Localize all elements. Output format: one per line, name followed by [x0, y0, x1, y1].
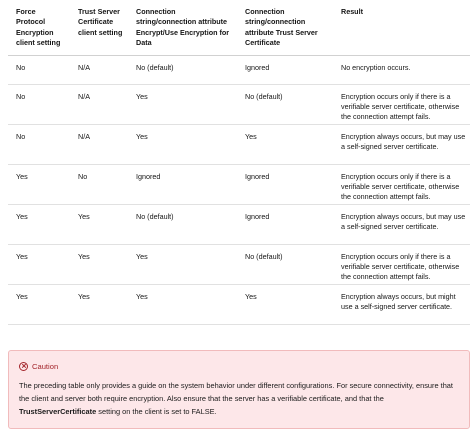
- table-row: [8, 55, 470, 84]
- caution-bold-term: TrustServerCertificate: [19, 407, 97, 416]
- table-cell: No: [8, 124, 70, 164]
- table-cell: Ignored: [237, 55, 333, 84]
- encryption-settings-table: [8, 0, 470, 325]
- table-cell: No (default): [128, 204, 237, 244]
- table-cell: N/A: [70, 55, 128, 84]
- header-trust-server-certificate: Trust Server Certificate client setting: [70, 0, 128, 55]
- table-cell: No: [70, 164, 128, 204]
- table-cell: N/A: [70, 124, 128, 164]
- table-cell: Yes: [70, 244, 128, 284]
- table-row: [8, 84, 470, 124]
- table-row: [8, 124, 470, 164]
- table-cell: Ignored: [237, 204, 333, 244]
- caution-title: Caution: [32, 361, 59, 371]
- table-cell: Yes: [70, 204, 128, 244]
- table-row: [8, 204, 470, 244]
- table-cell: Yes: [8, 164, 70, 204]
- table-cell: Encryption occurs only if there is a verifiable server certificate, otherwise the connection attempt fails.: [333, 84, 470, 124]
- table-cell: No encryption occurs.: [333, 55, 470, 84]
- caution-x-circle-icon: [19, 362, 28, 371]
- table-cell: Yes: [237, 124, 333, 164]
- header-encrypt-attribute: Connection string/connection attribute Encrypt/Use Encryption for Data: [128, 0, 237, 55]
- table-cell: No (default): [128, 55, 237, 84]
- caution-alert: [8, 350, 470, 429]
- table-cell: Encryption always occurs, but may use a self-signed server certificate.: [333, 204, 470, 244]
- table-cell: Encryption occurs only if there is a verifiable server certificate, otherwise the connection attempt fails.: [333, 244, 470, 284]
- table-cell: Ignored: [128, 164, 237, 204]
- table-cell: Yes: [128, 284, 237, 324]
- table-cell: No (default): [237, 84, 333, 124]
- table-cell: Yes: [237, 284, 333, 324]
- table-cell: Yes: [8, 204, 70, 244]
- table-cell: Encryption always occurs, but might use a self-signed server certificate.: [333, 284, 470, 324]
- table-cell: No: [8, 84, 70, 124]
- caution-text-after: setting on the client is set to FALSE.: [96, 407, 217, 416]
- table-cell: Encryption always occurs, but may use a self-signed server certificate.: [333, 124, 470, 164]
- table-cell: No: [8, 55, 70, 84]
- table-cell: N/A: [70, 84, 128, 124]
- caution-body: [19, 379, 459, 418]
- table-cell: Yes: [8, 244, 70, 284]
- table-cell: Yes: [128, 84, 237, 124]
- table-cell: Yes: [8, 284, 70, 324]
- table-header-row: [8, 0, 470, 55]
- table-cell: No (default): [237, 244, 333, 284]
- header-trust-server-certificate-attribute: Connection string/connection attribute Trust Server Certificate: [237, 0, 333, 55]
- table-row: [8, 284, 470, 324]
- caution-header: [19, 359, 459, 373]
- table-row: [8, 244, 470, 284]
- table-cell: Yes: [128, 124, 237, 164]
- table-cell: Ignored: [237, 164, 333, 204]
- caution-text-before: The preceding table only provides a guide on the system behavior under different configurations. For secure connectivity, ensure that the client and server both require encryption. Also ensure that the server has a verifiable certificate, and that the: [19, 381, 453, 403]
- table-cell: Yes: [70, 284, 128, 324]
- header-force-protocol-encryption: Force Protocol Encryption client setting: [8, 0, 70, 55]
- table-row: [8, 164, 470, 204]
- table-cell: Encryption occurs only if there is a verifiable server certificate, otherwise the connection attempt fails.: [333, 164, 470, 204]
- table-cell: Yes: [128, 244, 237, 284]
- header-result: Result: [333, 0, 470, 55]
